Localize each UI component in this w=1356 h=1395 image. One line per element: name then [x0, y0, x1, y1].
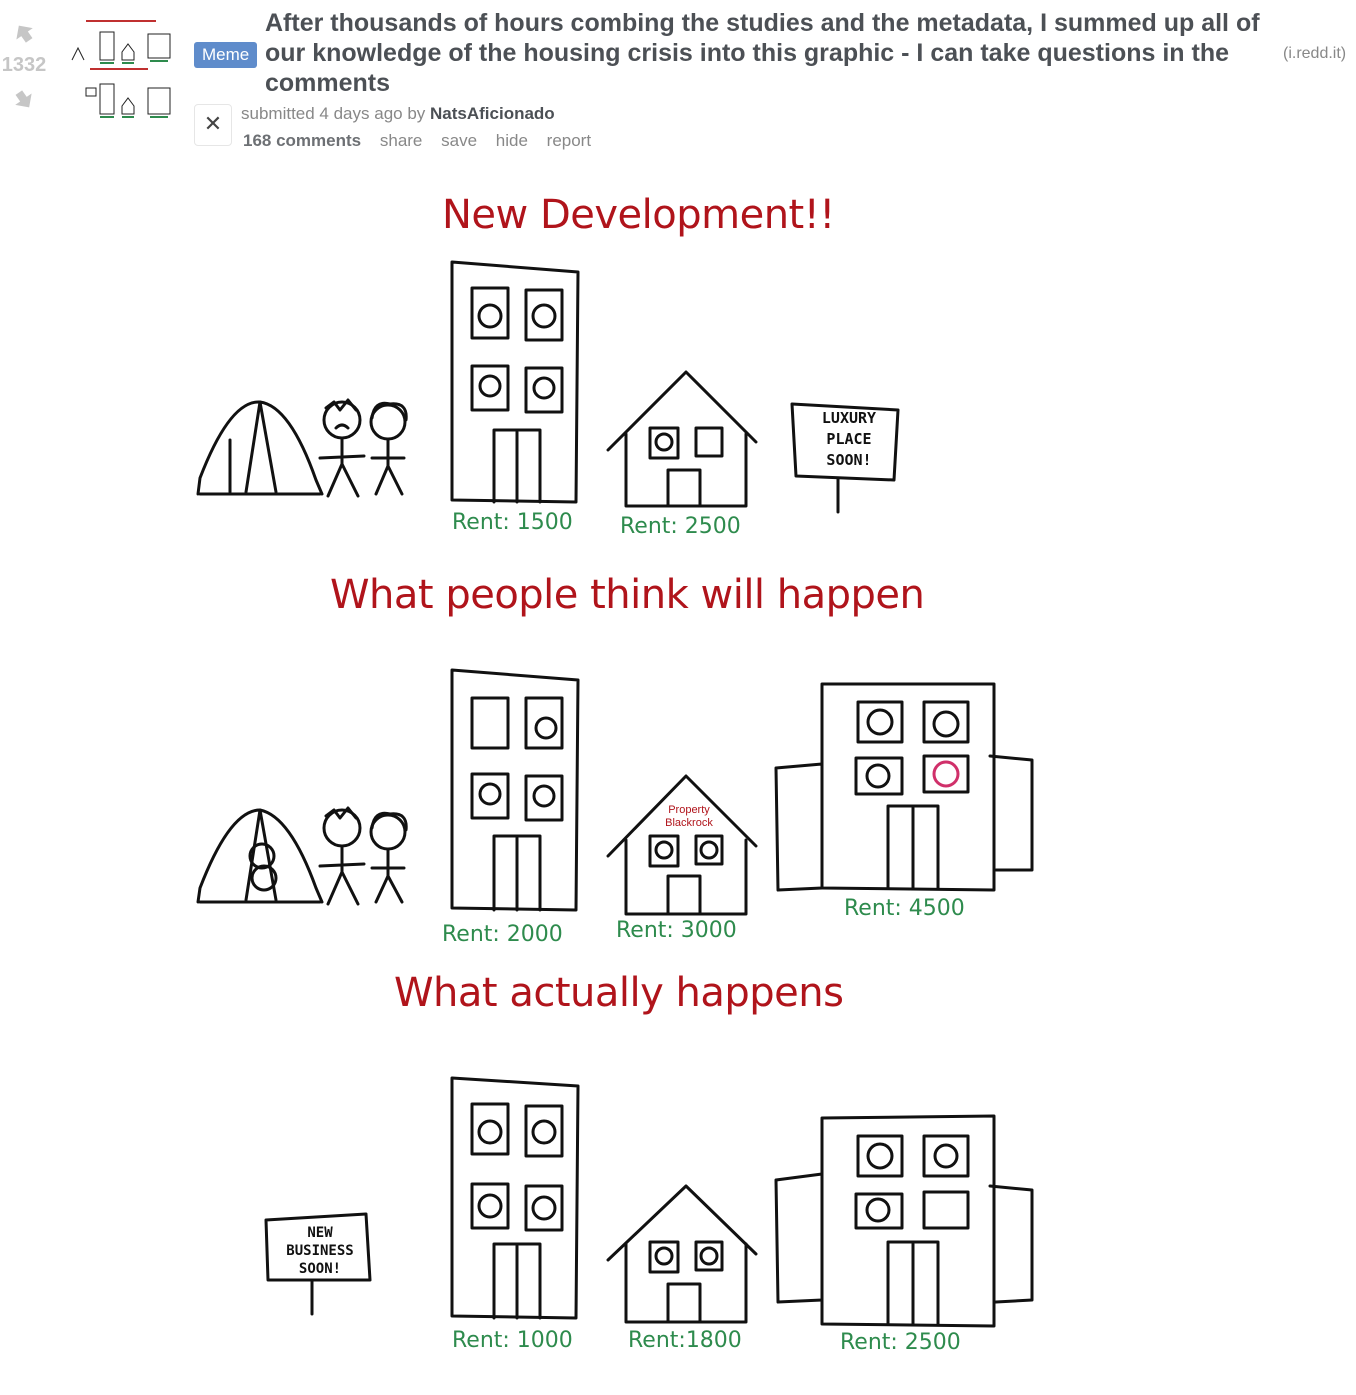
post-tagline [241, 104, 555, 124]
rent-label: Rent: 3000 [616, 918, 737, 943]
rent-label: Rent: 2000 [442, 922, 563, 947]
apartment-building-icon [452, 1078, 578, 1318]
stick-person-icon [320, 400, 364, 496]
panel-heading-what-actually-happens: What actually happens [394, 970, 844, 1016]
house-icon [608, 372, 756, 506]
rent-label: Rent: 2500 [620, 514, 741, 539]
rent-label: Rent: 1500 [452, 510, 573, 535]
share-button[interactable]: share [379, 131, 423, 150]
post-image[interactable] [190, 180, 1050, 1380]
tent-icon [198, 402, 322, 494]
luxury-tower-icon [776, 684, 1032, 890]
apartment-building-icon [452, 670, 578, 910]
business-sign-text [272, 1224, 368, 1278]
tagline-prefix: submitted 4 days ago by [241, 104, 431, 123]
stick-person-icon [320, 808, 364, 904]
comments-link[interactable]: 168 comments [243, 131, 362, 150]
apartment-building-icon [452, 262, 578, 502]
house-owner-label [654, 804, 724, 830]
stick-person-icon [371, 813, 406, 902]
post-thumbnail[interactable] [66, 8, 182, 126]
sign-line: NEW [307, 1225, 333, 1241]
sign-line: LUXURY [821, 409, 877, 427]
post-flair[interactable]: Meme [194, 42, 257, 68]
post-domain[interactable]: (i.redd.it) [1283, 45, 1347, 62]
rent-label: Rent: 4500 [844, 896, 965, 921]
stick-person-icon [371, 403, 406, 494]
rent-label: Rent: 2500 [840, 1330, 961, 1355]
rent-label: Rent: 1000 [452, 1328, 573, 1353]
sign-line: SOON! [826, 451, 872, 469]
save-button[interactable]: save [441, 131, 478, 150]
author-link[interactable]: NatsAficionado [430, 104, 555, 123]
sign-line: PLACE [826, 430, 872, 448]
post-buttons [243, 131, 605, 151]
close-icon[interactable]: ✕ [194, 104, 232, 146]
post-title[interactable]: After thousands of hours combing the studies and the metadata, I summed up all of our knowledge of the housing crisis into this graphic - I can take questions in the comments [265, 9, 1260, 97]
upvote-arrow-icon[interactable] [12, 22, 36, 44]
downvote-arrow-icon[interactable] [12, 89, 36, 111]
house-icon [608, 776, 756, 914]
rent-label: Rent:1800 [628, 1328, 742, 1353]
sign-line: SOON! [298, 1261, 342, 1277]
panel-heading-what-people-think: What people think will happen [330, 572, 925, 618]
luxury-tower-icon [776, 1116, 1032, 1326]
sign-line: BUSINESS [286, 1243, 354, 1259]
label-line: Blackrock [665, 817, 713, 829]
tent-icon [198, 810, 322, 902]
post-score: 1332 [1, 54, 47, 76]
luxury-sign-text [804, 408, 894, 471]
panel-heading-new-development: New Development!! [442, 192, 835, 238]
label-line: Property [668, 804, 710, 816]
hide-button[interactable]: hide [495, 131, 528, 150]
vote-column [0, 22, 48, 111]
house-icon [608, 1186, 756, 1322]
comic-drawing [190, 180, 1050, 1380]
report-button[interactable]: report [546, 131, 592, 150]
